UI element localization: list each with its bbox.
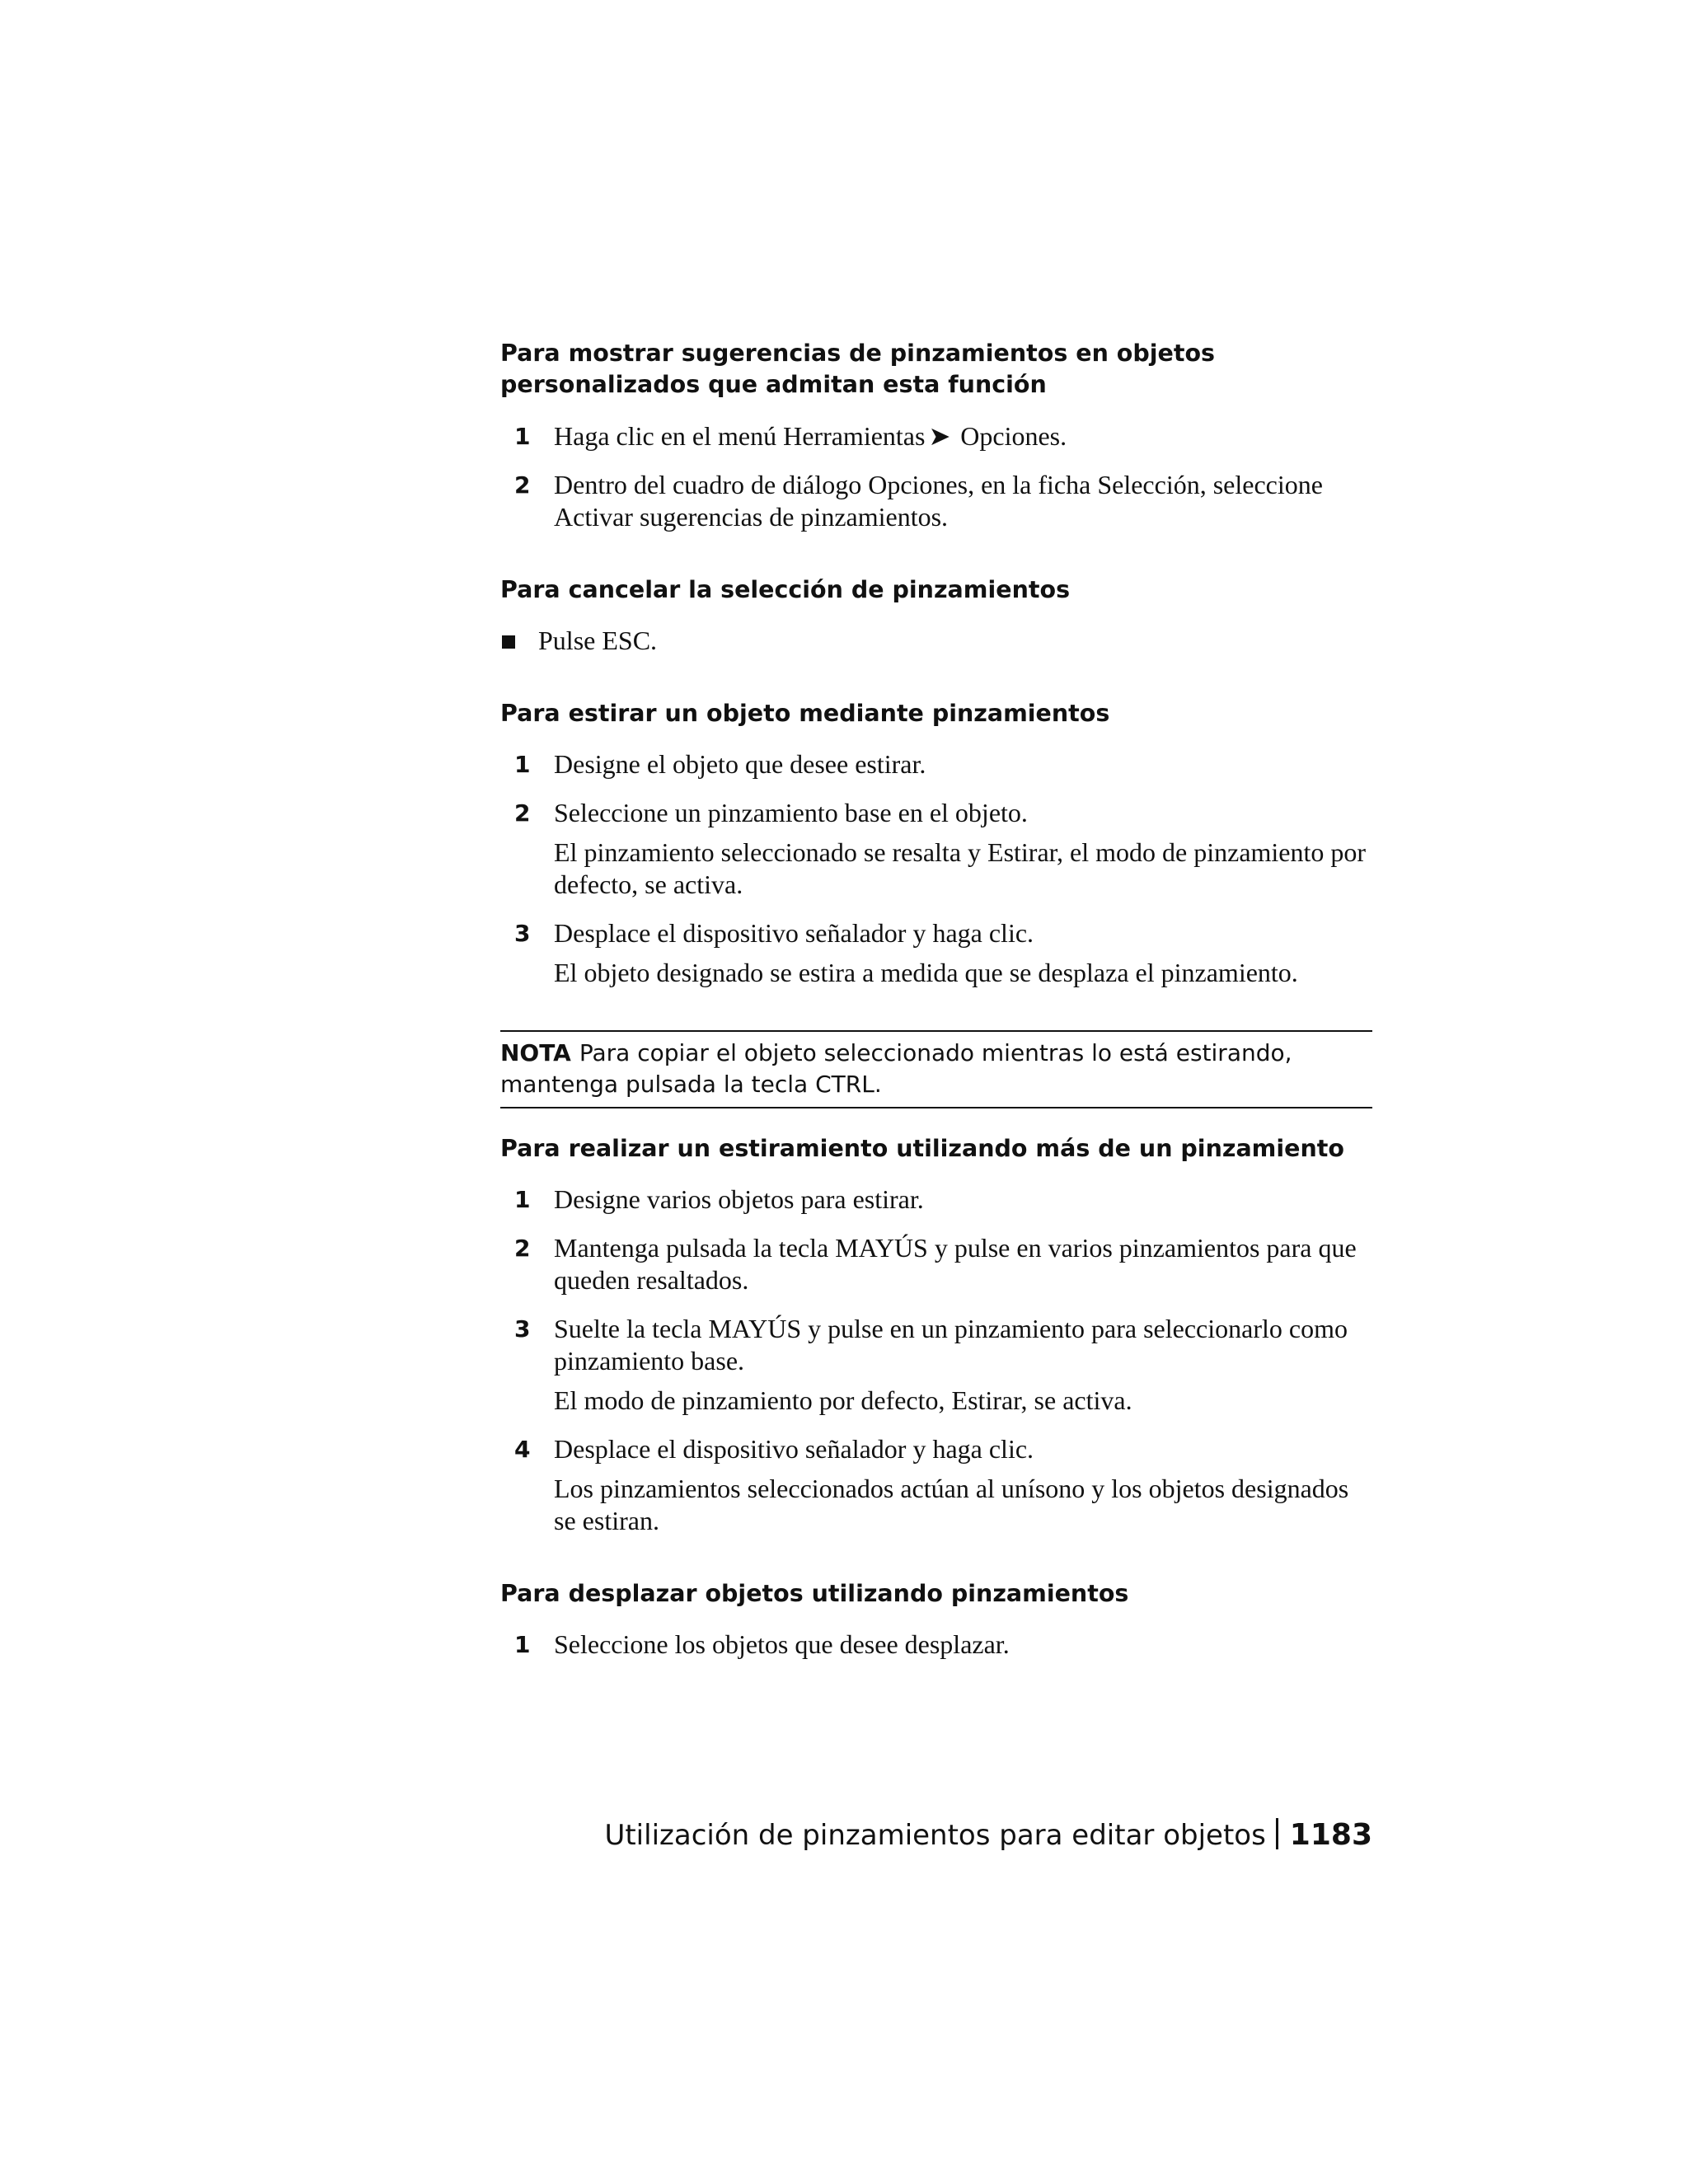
- step-text: Dentro del cuadro de diálogo Opciones, en la ficha Selección, seleccione Activar sugerencias de pinzamientos.: [554, 470, 1323, 532]
- step-list: [500, 420, 1372, 533]
- list-item: [500, 469, 1372, 533]
- step-result-text: El modo de pinzamiento por defecto, Estirar, se activa.: [554, 1385, 1132, 1415]
- step-list: [500, 1629, 1372, 1661]
- step-number: 3: [514, 1315, 531, 1343]
- section-heading: Para estirar un objeto mediante pinzamientos: [500, 700, 1110, 727]
- step-number: 1: [514, 423, 531, 450]
- step-text: Seleccione un pinzamiento base en el objeto.: [554, 798, 1028, 827]
- list-item: [500, 420, 1372, 452]
- list-item: [500, 748, 1372, 780]
- step-text: Mantenga pulsada la tecla MAYÚS y pulse en varios pinzamientos para que queden resaltados.: [554, 1233, 1357, 1295]
- step-text-before: Haga clic en el menú Herramientas: [554, 421, 926, 451]
- bullet-square-icon: [502, 635, 515, 649]
- list-item: [500, 1433, 1372, 1537]
- list-item: [500, 1313, 1372, 1417]
- page-content: [500, 338, 1372, 1661]
- bullet-text: Pulse ESC.: [538, 626, 658, 655]
- step-number: 2: [514, 799, 531, 827]
- step-text: Suelte la tecla MAYÚS y pulse en un pinzamiento para seleccionarlo como pinzamiento base.: [554, 1314, 1348, 1376]
- step-number: 1: [514, 1186, 531, 1213]
- page-number: 1183: [1289, 1818, 1372, 1852]
- step-number: 4: [514, 1436, 531, 1463]
- list-item: [500, 1232, 1372, 1296]
- bullet-list: [500, 625, 1372, 657]
- step-number: 1: [514, 1631, 531, 1658]
- list-item: [500, 1183, 1372, 1216]
- step-text: [554, 420, 1372, 452]
- list-item: [500, 917, 1372, 989]
- section-heading: Para cancelar la selección de pinzamientos: [500, 576, 1071, 603]
- footer-title: Utilización de pinzamientos para editar objetos: [604, 1819, 1266, 1852]
- step-number: 1: [514, 751, 531, 778]
- step-text-after: Opciones.: [960, 421, 1067, 451]
- step-number: 3: [514, 920, 531, 947]
- step-list: [500, 1183, 1372, 1537]
- step-text: Desplace el dispositivo señalador y haga clic.: [554, 1434, 1034, 1464]
- section-heading: Para desplazar objetos utilizando pinzamientos: [500, 1580, 1129, 1607]
- step-result-text: Los pinzamientos seleccionados actúan al unísono y los objetos designados se estiran.: [554, 1474, 1349, 1535]
- step-number: 2: [514, 1235, 531, 1262]
- note-label: NOTA: [500, 1039, 571, 1066]
- step-result-text: El pinzamiento seleccionado se resalta y Estirar, el modo de pinzamiento por defecto, se activa.: [554, 837, 1367, 899]
- step-list: [500, 748, 1372, 989]
- step-text: Designe varios objetos para estirar.: [554, 1184, 924, 1214]
- note-box: [500, 1030, 1372, 1108]
- section-heading: Para realizar un estiramiento utilizando más de un pinzamiento: [500, 1135, 1344, 1162]
- footer-divider: [1276, 1818, 1278, 1849]
- step-number: 2: [514, 471, 531, 499]
- step-text: Designe el objeto que desee estirar.: [554, 749, 926, 779]
- arrow-right-icon: ➤: [928, 421, 951, 451]
- step-result-text: El objeto designado se estira a medida que se desplaza el pinzamiento.: [554, 958, 1298, 987]
- section-heading: Para mostrar sugerencias de pinzamientos en objetos personalizados que admitan esta función: [500, 340, 1216, 398]
- list-item: [500, 797, 1372, 901]
- list-item: [500, 625, 1372, 657]
- note-text: Para copiar el objeto seleccionado mientras lo está estirando, mantenga pulsada la tecla CTRL.: [500, 1039, 1292, 1098]
- page-footer: [604, 1817, 1372, 1854]
- step-text: Desplace el dispositivo señalador y haga clic.: [554, 918, 1034, 948]
- step-text: Seleccione los objetos que desee desplazar.: [554, 1629, 1010, 1659]
- list-item: [500, 1629, 1372, 1661]
